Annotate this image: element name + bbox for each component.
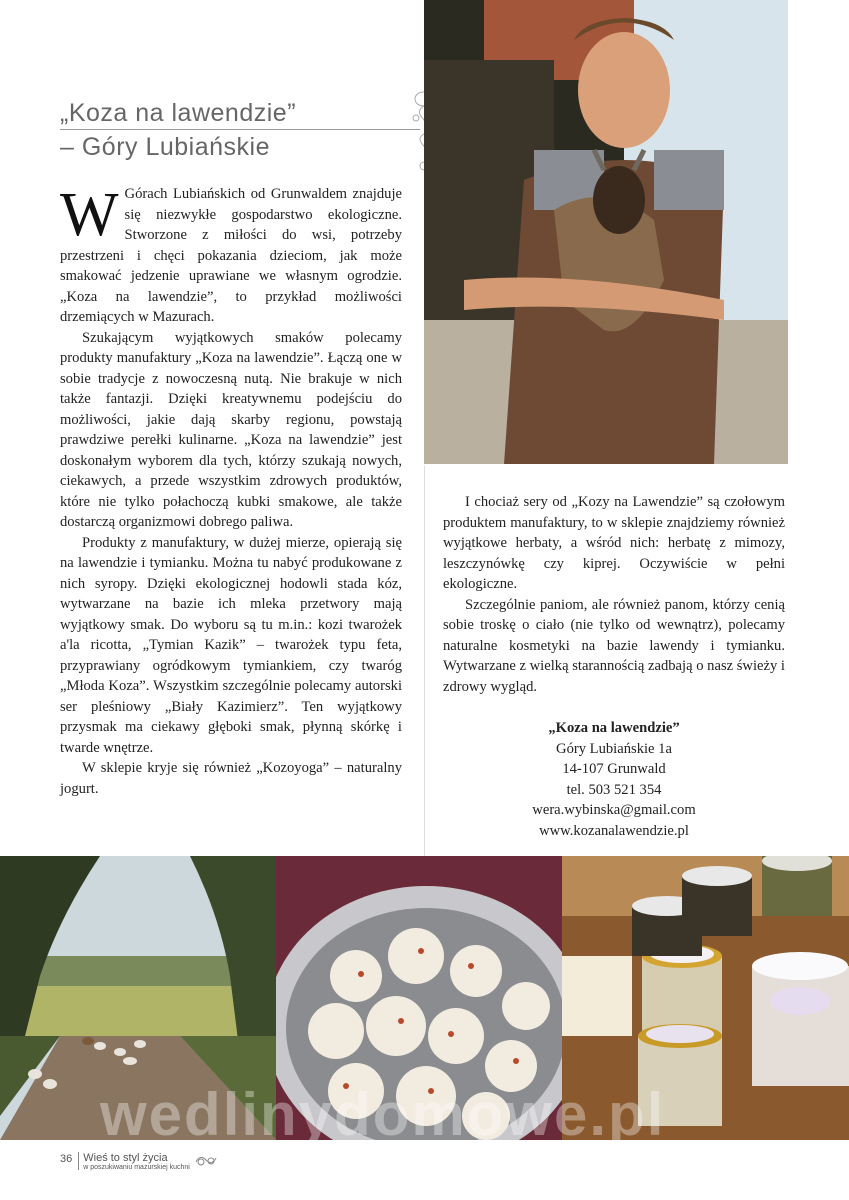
article-title-line2: – Góry Lubiańskie [60, 133, 271, 161]
page-number: 36 [60, 1153, 73, 1165]
article-paragraph: Szczególnie paniom, ale również panom, którzy cenią sobie troskę o ciało (nie tylko od wewnątrz), polecamy naturalne kosmetyki na bazie lawendy i tymianku. Wytwarzane z wielką starannością zadbają o nasz świeży i zdrowy wygląd. [443, 596, 785, 695]
photo-woman-with-goat [424, 0, 788, 464]
article-right-column [443, 492, 785, 697]
drop-cap: W [60, 181, 119, 249]
contact-name: „Koza na lawendzie” [548, 720, 680, 736]
article-left-column [60, 181, 402, 799]
magazine-subtitle: w poszukiwaniu mazurskiej kuchni [83, 1164, 190, 1171]
article-paragraph: I chociaż sery od „Kozy na Lawendzie” są czołowym produktem manufaktury, to w sklepie znajdziemy również wyjątkowe herbaty, a wśród nich: herbatę z mimozy, leszczynówkę czy kiprej. Oczywiście w pełni ekologiczne. [443, 494, 785, 592]
article-title-line1: „Koza na lawendzie” [60, 99, 297, 127]
article-paragraph: W Górach Lubiańskich od Grunwaldem znajduje się niezwykłe gospodarstwo ekologiczne. Stworzone z miłości do wsi, potrzeby przestrzeni i chęci pokazania dzieciom, jak może smakować jedzenie uprawiane we własnym ogrodzie. „Koza na lawendzie”, to przykład możliwości drzemiących w Mazurach. [60, 181, 402, 325]
article-paragraph: W sklepie kryje się również „Kozoyoga” – naturalny jogurt. [60, 760, 402, 797]
article-title [60, 96, 296, 164]
title-underline [60, 129, 420, 130]
article-paragraph: Produkty z manufaktury, w dużej mierze, opierają się na lawendzie i tymianku. Można tu nabyć produkowane z nich syropy. Dzięki ekologicznej hodowli stada kóz, wytwarzane na bazie ich mleka przetwory mają wyjątkowy smak. Do wyboru są tu m.in.: kozi twarożek a'la ricotta, „Tymian Kazik” – twarożek typu feta, przyprawiany ogródkowym tymiankiem, czy twaróg „Młoda Koza”. Wszystkim szczególnie polecamy autorski ser pleśniowy „Biały Kazimierz”. Ten wyjątkowy przysmak ma ciekawy głęboki smak, płynną skórkę i twarde wnętrze. [60, 534, 402, 756]
footer-separator [78, 1152, 79, 1170]
magazine-title: Wieś to styl życia [83, 1152, 168, 1164]
magazine-logo-icon [194, 1152, 218, 1168]
contact-block [443, 718, 785, 841]
contact-website[interactable]: www.kozanalawendzie.pl [539, 822, 689, 839]
contact-postal: 14-107 Grunwald [562, 761, 666, 777]
watermark: wedlinydomowe.pl [100, 1081, 666, 1148]
contact-phone: tel. 503 521 354 [566, 781, 662, 798]
page-footer [60, 1152, 218, 1172]
contact-email[interactable]: wera.wybinska@gmail.com [532, 802, 696, 818]
contact-address: Góry Lubiańskie 1a [556, 740, 672, 757]
footer-text [83, 1152, 190, 1172]
column-divider [424, 466, 425, 856]
article-paragraph: Szukającym wyjątkowych smaków polecamy produkty manufaktury „Koza na lawendzie”. Łączą one w sobie tradycje z nowoczesną nutą. Nie brakuje w nich także fantazji. Dzięki kreatywnemu podejściu do możliwości, jakie dają skarby regionu, powstają prawdziwe perełki kulinarne. „Koza na lawendzie” jest doskonałym wyborem dla tych, którzy szukają nowych, ciekawych, a przede wszystkim zdrowych produktów, które nie tylko połachoczą kubki smakowe, ale także dostarczą organizmowi dobrego paliwa. [60, 329, 402, 530]
